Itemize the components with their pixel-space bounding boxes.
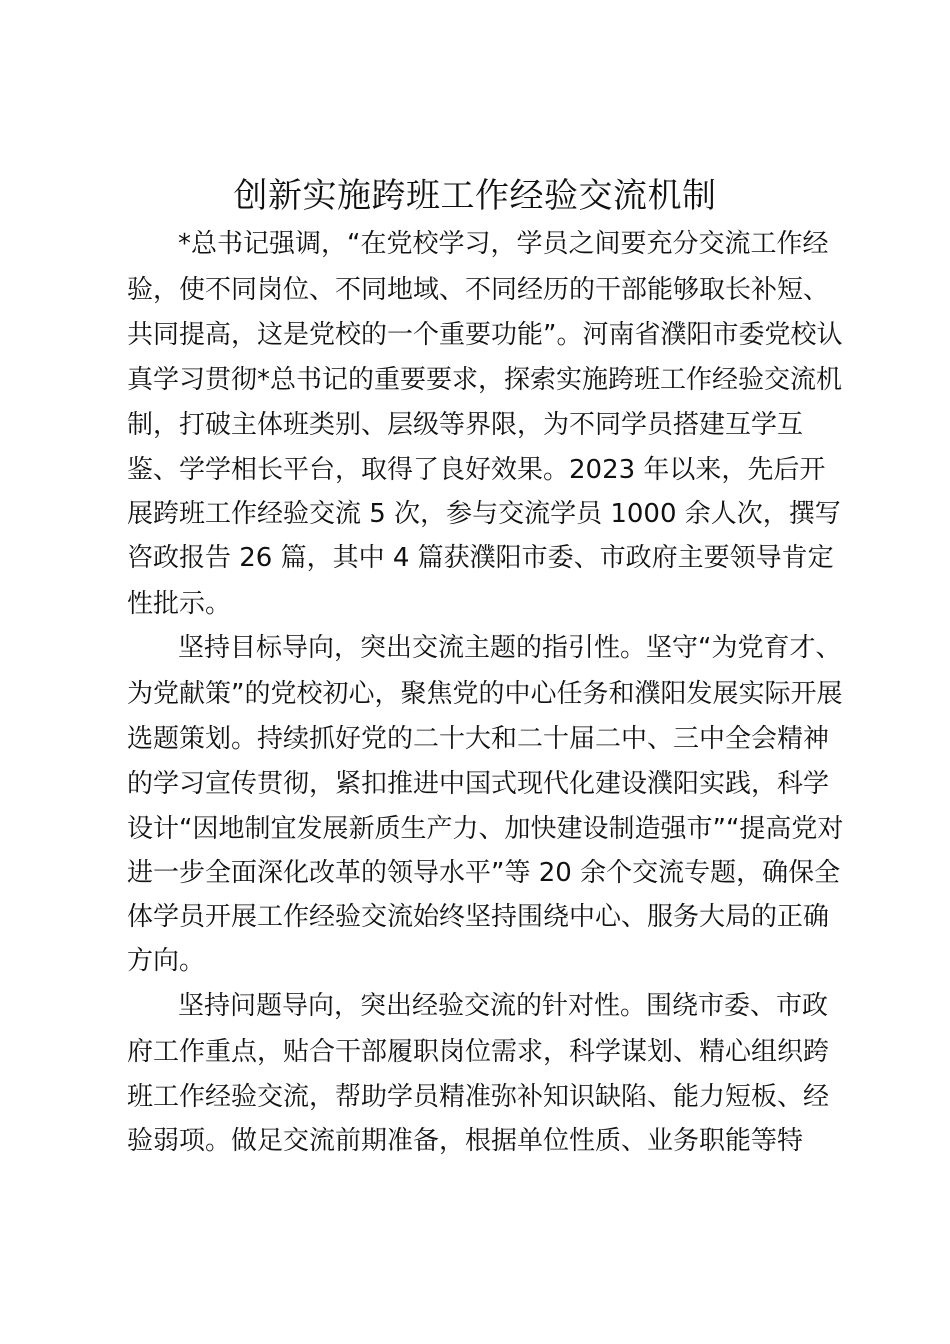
text-line: 为党献策”的党校初心，聚焦党的中心任务和濮阳发展实际开展: [127, 679, 843, 709]
text-line: 真学习贯彻*总书记的重要要求，探索实施跨班工作经验交流机: [127, 365, 843, 395]
text-line: 鉴、学学相长平台，取得了良好效果。2023 年以来，先后开: [127, 455, 826, 485]
text-line: 坚持目标导向，突出交流主题的指引性。坚守“为党育才、: [178, 633, 842, 663]
text-line: 性批示。: [127, 589, 232, 619]
text-line: 展跨班工作经验交流 5 次，参与交流学员 1000 余人次，撰写: [127, 499, 841, 529]
text-line: 班工作经验交流，帮助学员精准弥补知识缺陷、能力短板、经: [127, 1082, 830, 1112]
text-line: 坚持问题导向，突出经验交流的针对性。围绕市委、市政: [178, 991, 829, 1021]
text-line: 设计“因地制宜发展新质生产力、加快建设制造强市”“提高党对: [127, 814, 844, 844]
document-title: 创新实施跨班工作经验交流机制: [233, 176, 717, 216]
text-line: 进一步全面深化改革的领导水平”等 20 余个交流专题，确保全: [127, 858, 841, 888]
text-line: 体学员开展工作经验交流始终坚持围绕中心、服务大局的正确: [127, 902, 830, 932]
text-line: 制，打破主体班类别、层级等界限，为不同学员搭建互学互: [127, 410, 804, 440]
text-line: 验弱项。做足交流前期准备，根据单位性质、业务职能等特: [127, 1126, 804, 1156]
text-line: 验，使不同岗位、不同地域、不同经历的干部能够取长补短、: [127, 275, 830, 305]
text-line: 府工作重点，贴合干部履职岗位需求，科学谋划、精心组织跨: [127, 1037, 830, 1067]
text-line: 方向。: [127, 946, 206, 976]
text-line: 的学习宣传贯彻，紧扣推进中国式现代化建设濮阳实践，科学: [127, 769, 830, 799]
text-line: 选题策划。持续抓好党的二十大和二十届二中、三中全会精神: [127, 724, 830, 754]
text-line: 咨政报告 26 篇，其中 4 篇获濮阳市委、市政府主要领导肯定: [127, 543, 834, 573]
text-line: *总书记强调，“在党校学习，学员之间要充分交流工作经: [178, 229, 829, 259]
text-line: 共同提高，这是党校的一个重要功能”。河南省濮阳市委党校认: [127, 320, 843, 350]
